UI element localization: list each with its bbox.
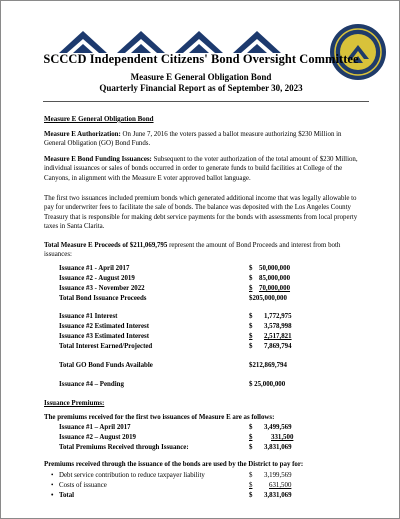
premium-label: Issuance #2 – August 2019 (59, 434, 136, 441)
funding-paragraph (44, 155, 364, 183)
dollar-sign: $ (249, 343, 253, 350)
pending-amount: $ 25,000,000 (249, 381, 286, 388)
premium-paragraph: The first two issuances included premium bonds which generated additional income that was legally allowable to pay for underwriter fees to facilitate the sale of bonds. The balance was deposited with the Los Angeles County Treasury that is responsible for making debt service payments for the bonds with assessments from local property taxes in Santa Clarita. (44, 195, 358, 231)
report-subtitle: Quarterly Financial Report as of September 30, 2023 (99, 83, 303, 93)
dollar-sign: $ (249, 333, 253, 340)
interest-amount: 3,578,998 (264, 323, 292, 330)
interest-label: Issuance #1 Interest (59, 313, 118, 320)
dollar-sign: $ (249, 492, 253, 499)
section-heading-premiums: Issuance Premiums: (44, 399, 105, 407)
premium-total-label: Total Premiums Received through Issuance: (59, 444, 189, 451)
issuance-total-amount: $205,000,000 (249, 295, 287, 302)
use-label: Total (59, 492, 75, 499)
available-label: Total GO Bond Funds Available (59, 362, 153, 369)
premium-amount: 3,499,569 (264, 424, 292, 431)
dollar-sign: $ (249, 285, 253, 292)
issuance-total-label: Total Bond Issuance Proceeds (59, 295, 147, 302)
dollar-sign: $ (249, 275, 253, 282)
header-divider (43, 101, 369, 102)
use-label: Debt service contribution to reduce taxpayer liability (59, 472, 205, 479)
total-proceeds-label: Total Measure E Proceeds of $211,069,795 (44, 242, 168, 249)
pending-label: Issuance #4 – Pending (59, 381, 124, 388)
use-amount: 631,500 (269, 482, 292, 489)
dollar-sign: $ (249, 424, 253, 431)
issuance-amount: 50,000,000 (259, 265, 291, 272)
dollar-sign: $ (249, 472, 253, 479)
interest-total-label: Total Interest Earned/Projected (59, 343, 153, 350)
funding-text: Subsequent to the voter authorization of the total amount of $230 Million, individual issuances or sales of bonds occurred in order to generate funds to build facilities at College of the Canyons, in alignment with the Measure E voter approved ballot language. (44, 156, 358, 182)
section-heading-bond: Measure E General Obligation Bond (44, 115, 154, 123)
issuance-label: Issuance #1 - April 2017 (59, 265, 130, 272)
dollar-sign: $ (249, 482, 253, 489)
bullet-icon: • (51, 482, 54, 489)
interest-amount: 1,772,975 (264, 313, 292, 320)
authorization-text: On June 7, 2016 the voters passed a ballot measure authorizing $230 Million in General Obligation (GO) Bond Funds. (44, 131, 342, 148)
report-title: Measure E General Obligation Bond (130, 72, 272, 82)
dollar-sign: $ (249, 323, 253, 330)
report-page: SCCCD Independent Citizens' Bond Oversight Committee Measure E General Obligation Bond Quarterly Financial Report as of September 30, 2023 Measure E General Obligation Bond Measure E Authorization: On June 7, 2016 the voters passed a ballot measure authorizing $230 Million in General Obligation (GO) Bond Funds. Measure E Bond Funding Issuances: Subsequent to the voter authorization of the total amount of $230 Million, individual issuances or sales of bonds occurred in order to generate funds to build facilities at College of the Canyons, in alignment with the Measure E voter approved ballot language. The first two issuances included premium bonds which generated additional income that was legally allowable to pay for underwriter fees to facilitate the sale of bonds. The balance was deposited with the Los Angeles County Treasury that is responsible for making debt service payments for the bonds with assessments from local property taxes in Santa Clarita. Total Measure E Proceeds of $211,069,795 represent the amount of Bond Proceeds and interest from both issuances: Issuance #1 - April 2017 $ 50,000,000 Issuance #2 - August 2019 $ 85,000,000 Issuance #3 - November 2022 $ 70,000,000 Total Bond Issuance Proceeds $205,000,000 Issuance #1 Interest $ 1,772,975 Issuance #2 Estimated Interest $ 3,578,998 Issuance #3 Estimated Interest $ 2,517,821 Total Interest Earned/Projected $ 7,869,794 Total GO Bond Funds Available $212,869,794 Issuance #4 – Pending $ 25,000,000 Issuance Premiums: The premiums received for the first two issuances of Measure E are as follows: Issuance #1 – April 2017 $ 3,499,569 Issuance #2 – August 2019 $ 331,500 Total Premiums Received through Issuance: $ 3,831,069 Premiums received through the issuance of the bonds are used by the District to pay for: • Debt service contribution to reduce taxpayer liability $ 3,199,569 • Costs of issuance $ 631,500 • Total $ 3,831,069 (0, 0, 400, 519)
premium-label: Issuance #1 – April 2017 (59, 424, 131, 431)
bullet-icon: • (51, 472, 54, 479)
dollar-sign: $ (249, 434, 253, 441)
premium-total-amount: 3,831,069 (264, 444, 292, 451)
authorization-paragraph (44, 130, 364, 149)
use-amount: 3,831,069 (264, 492, 292, 499)
interest-total-amount: 7,869,794 (264, 343, 292, 350)
committee-name: SCCCD Independent Citizens' Bond Oversight Committee (43, 52, 359, 66)
issuance-label: Issuance #2 - August 2019 (59, 275, 135, 282)
total-proceeds-paragraph (44, 241, 364, 260)
interest-amount: 2,517,821 (264, 333, 292, 340)
interest-label: Issuance #2 Estimated Interest (59, 323, 150, 330)
use-label: Costs of issuance (59, 482, 107, 489)
interest-label: Issuance #3 Estimated Interest (59, 333, 150, 340)
college-chevron-logo (59, 31, 281, 53)
available-amount: $212,869,794 (249, 362, 287, 369)
dollar-sign: $ (249, 313, 253, 320)
issuance-amount: 85,000,000 (259, 275, 291, 282)
bullet-icon: • (51, 492, 54, 499)
total-proceeds-text: represent the amount of Bond Proceeds and interest from both issuances: (44, 242, 341, 259)
dollar-sign: $ (249, 444, 253, 451)
authorization-label: Measure E Authorization: (44, 131, 121, 138)
use-amount: 3,199,569 (264, 472, 292, 479)
dollar-sign: $ (249, 265, 253, 272)
premium-amount: 331,500 (271, 434, 294, 441)
issuance-amount: 70,000,000 (259, 285, 291, 292)
issuance-label: Issuance #3 - November 2022 (59, 285, 145, 292)
funding-label: Measure E Bond Funding Issuances: (44, 156, 152, 163)
